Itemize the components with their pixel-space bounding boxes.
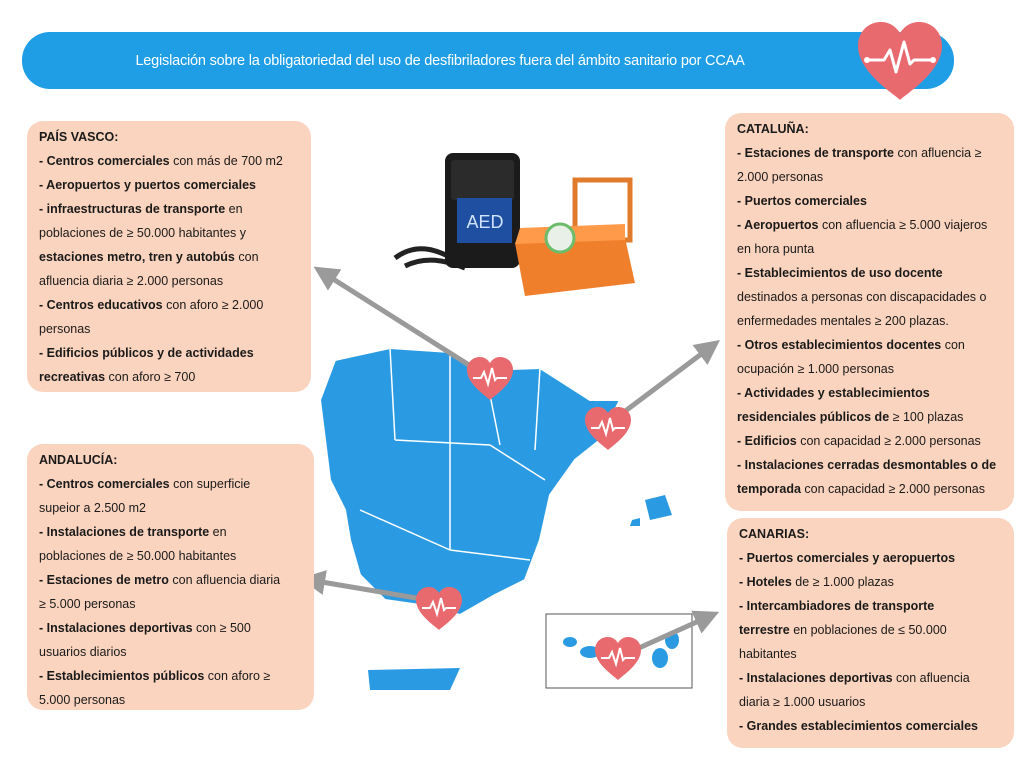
requirement-bold: - Puertos comerciales — [737, 194, 867, 208]
region-title: CANARIAS: — [739, 527, 810, 541]
requirement-text: con superficie — [169, 477, 251, 491]
requirement-text: habitantes — [739, 647, 797, 661]
requirement-line — [739, 666, 1004, 690]
requirement-line — [737, 237, 1004, 261]
requirement-line — [39, 496, 304, 520]
requirement-bold: - Edificios — [737, 434, 797, 448]
requirement-bold: - Centros educativos — [39, 298, 163, 312]
requirement-text: con capacidad ≥ 2.000 personas — [800, 482, 985, 496]
requirement-text: 5.000 personas — [39, 693, 126, 707]
requirement-text: con afluencia — [892, 671, 970, 685]
requirement-bold: - Otros establecimientos docentes — [737, 338, 942, 352]
page-title: Legislación sobre la obligatoriedad del uso de desfibriladores fuera del ámbito sanitario por CCAA — [135, 52, 745, 69]
requirement-bold: recreativas — [39, 370, 106, 384]
requirement-text: con aforo ≥ — [204, 669, 271, 683]
requirement-line — [739, 690, 1004, 714]
requirement-line — [39, 197, 301, 221]
requirement-line — [737, 429, 1004, 453]
requirement-text: enfermedades mentales ≥ 200 plazas. — [737, 314, 949, 328]
requirement-line — [39, 640, 304, 664]
requirement-bold: - Hoteles — [739, 575, 792, 589]
requirement-bold: - Instalaciones deportivas — [739, 671, 893, 685]
requirement-line — [39, 341, 301, 365]
device-label: AED — [466, 212, 504, 232]
requirement-bold: - infraestructuras de transporte — [39, 202, 226, 216]
requirement-bold: - Actividades y establecimientos — [737, 386, 930, 400]
requirement-bold: - Puertos comerciales y aeropuertos — [739, 551, 956, 565]
requirement-text: con aforo ≥ 700 — [105, 370, 196, 384]
requirement-line — [737, 189, 1004, 213]
aed-device-illustration — [385, 148, 645, 308]
region-box-pais-vasco — [27, 121, 311, 392]
requirement-line — [739, 570, 1004, 594]
requirement-bold: residenciales públicos de — [737, 410, 893, 424]
requirement-line — [737, 141, 1004, 165]
requirement-bold: Centros comerciales — [46, 154, 170, 168]
requirement-line — [737, 477, 1004, 501]
requirement-bold: - Aeropuertos y puertos comerciales — [39, 178, 256, 192]
spain-map — [300, 330, 720, 700]
requirement-line — [39, 245, 301, 269]
region-title: PAÍS VASCO: — [39, 130, 119, 144]
requirement-text: en hora punta — [737, 242, 815, 256]
requirement-line — [737, 333, 1004, 357]
requirement-line — [39, 664, 304, 688]
requirement-line — [739, 642, 1004, 666]
requirement-text: con — [234, 250, 259, 264]
requirement-text: afluencia diaria ≥ 2.000 personas — [39, 274, 224, 288]
requirement-text: con afluencia ≥ — [894, 146, 982, 160]
requirement-text: con ≥ 500 — [192, 621, 251, 635]
heart-ecg-icon — [854, 20, 946, 102]
requirement-bold: - Aeropuertos — [737, 218, 819, 232]
region-box-cataluna — [725, 113, 1014, 511]
requirement-bold: - Establecimientos de uso docente — [737, 266, 943, 280]
requirement-line — [737, 261, 1004, 285]
requirement-bold: - — [39, 154, 47, 168]
requirement-text: con aforo ≥ 2.000 — [162, 298, 264, 312]
requirement-text: usuarios diarios — [39, 645, 127, 659]
requirement-line — [737, 285, 1004, 309]
requirement-line — [39, 544, 304, 568]
requirement-bold: - Intercambiadores de transporte — [739, 599, 935, 613]
requirement-line — [39, 568, 304, 592]
region-requirements — [39, 472, 304, 712]
region-title: CATALUÑA: — [737, 122, 809, 136]
requirement-bold: - Estaciones de metro — [39, 573, 169, 587]
requirement-line — [737, 453, 1004, 477]
requirement-bold: - Instalaciones cerradas desmontables o de — [737, 458, 997, 472]
requirement-text: en poblaciones de ≤ 50.000 — [789, 623, 947, 637]
requirement-text: 2.000 personas — [737, 170, 824, 184]
requirement-line — [739, 618, 1004, 642]
requirement-line — [39, 269, 301, 293]
requirement-bold: temporada — [737, 482, 801, 496]
requirement-text: de ≥ 1.000 plazas — [791, 575, 894, 589]
requirement-bold: - Estaciones de transporte — [737, 146, 894, 160]
requirement-bold: - Grandes establecimientos comerciales — [739, 719, 978, 733]
region-requirements — [739, 546, 1004, 738]
requirement-line — [39, 472, 304, 496]
requirement-line — [737, 381, 1004, 405]
requirement-bold: - Centros comerciales — [39, 477, 170, 491]
requirement-bold: terrestre — [739, 623, 790, 637]
requirement-line — [39, 688, 304, 712]
requirement-text: con más de 700 m2 — [169, 154, 283, 168]
requirement-line — [739, 714, 1004, 738]
requirement-line — [39, 221, 301, 245]
region-requirements — [737, 141, 1004, 501]
region-requirements — [39, 149, 301, 389]
requirement-line — [737, 213, 1004, 237]
requirement-text: destinados a personas con discapacidades o — [737, 290, 987, 304]
requirement-text: ≥ 100 plazas — [892, 410, 964, 424]
region-box-canarias — [727, 518, 1014, 748]
requirement-line — [39, 365, 301, 389]
requirement-line — [39, 616, 304, 640]
requirement-bold: - Instalaciones de transporte — [39, 525, 210, 539]
requirement-line — [739, 546, 1004, 570]
requirement-line — [39, 592, 304, 616]
requirement-text: con — [941, 338, 965, 352]
requirement-text: poblaciones de ≥ 50.000 habitantes — [39, 549, 237, 563]
requirement-text: con afluencia diaria — [168, 573, 281, 587]
requirement-line — [737, 165, 1004, 189]
requirement-line — [39, 293, 301, 317]
requirement-text: poblaciones de ≥ 50.000 habitantes y — [39, 226, 247, 240]
requirement-line — [39, 520, 304, 544]
requirement-text: con capacidad ≥ 2.000 personas — [796, 434, 981, 448]
requirement-line — [737, 357, 1004, 381]
requirement-text: con afluencia ≥ 5.000 viajeros — [818, 218, 988, 232]
requirement-bold: estaciones metro, tren y autobús — [39, 250, 235, 264]
title-banner — [22, 32, 954, 89]
requirement-bold: - Instalaciones deportivas — [39, 621, 193, 635]
requirement-text: personas — [39, 322, 91, 336]
requirement-line — [39, 149, 301, 173]
requirement-line — [737, 309, 1004, 333]
requirement-text: supeior a 2.500 m2 — [39, 501, 147, 515]
requirement-text: diaria ≥ 1.000 usuarios — [739, 695, 866, 709]
requirement-line — [739, 594, 1004, 618]
requirement-line — [737, 405, 1004, 429]
requirement-text: ≥ 5.000 personas — [39, 597, 136, 611]
requirement-bold: - Establecimientos públicos — [39, 669, 205, 683]
requirement-bold: - Edificios públicos y de actividades — [39, 346, 254, 360]
requirement-text: ocupación ≥ 1.000 personas — [737, 362, 894, 376]
requirement-text: en — [225, 202, 243, 216]
requirement-line — [39, 317, 301, 341]
region-title: ANDALUCÍA: — [39, 453, 118, 467]
region-box-andalucia — [27, 444, 314, 710]
requirement-line — [39, 173, 301, 197]
requirement-text: en — [209, 525, 227, 539]
